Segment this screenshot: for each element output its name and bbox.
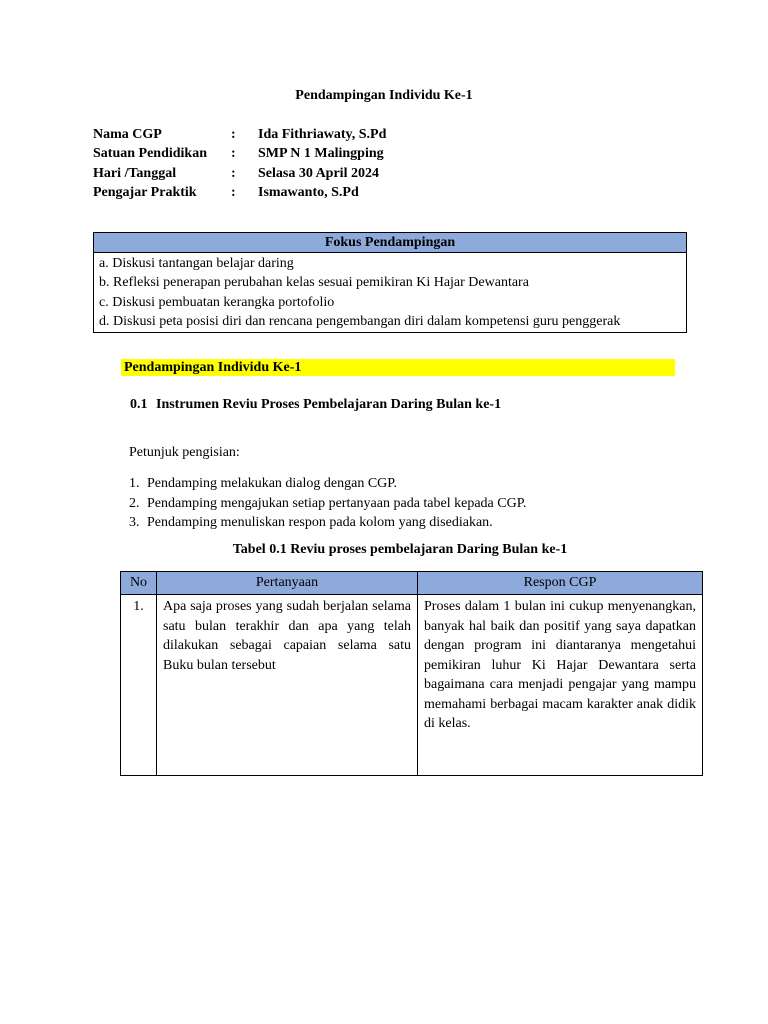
cell-no: 1. bbox=[121, 595, 157, 776]
list-number: 2. bbox=[129, 495, 140, 511]
info-sep: : bbox=[231, 146, 236, 162]
info-sep: : bbox=[231, 185, 236, 201]
info-value: Ida Fithriawaty, S.Pd bbox=[258, 126, 387, 142]
info-label: Nama CGP bbox=[93, 126, 162, 142]
fokus-item: b. Refleksi penerapan perubahan kelas sesuai pemikiran Ki Hajar Dewantara bbox=[99, 275, 529, 291]
info-sep: : bbox=[231, 126, 236, 142]
info-row-satuan bbox=[93, 145, 386, 165]
table-caption: Tabel 0.1 Reviu proses pembelajaran Daring Bulan ke-1 bbox=[232, 542, 568, 557]
column-header-respon: Respon CGP bbox=[418, 572, 703, 595]
review-table bbox=[120, 571, 703, 776]
info-row-tanggal bbox=[93, 164, 386, 184]
list-text: Pendamping menuliskan respon pada kolom yang disediakan. bbox=[147, 515, 493, 530]
section-title: Instrumen Reviu Proses Pembelajaran Daring Bulan ke-1 bbox=[156, 397, 502, 412]
column-header-no: No bbox=[121, 572, 157, 595]
info-sep: : bbox=[231, 165, 236, 181]
fokus-item: d. Diskusi peta posisi diri dan rencana pengembangan diri dalam kompetensi guru penggerak bbox=[99, 313, 621, 329]
info-value: Selasa 30 April 2024 bbox=[258, 165, 379, 181]
list-text: Pendamping mengajukan setiap pertanyaan pada tabel kepada CGP. bbox=[147, 495, 527, 511]
section-number: 0.1 bbox=[130, 397, 148, 412]
info-value: Ismawanto, S.Pd bbox=[258, 185, 359, 201]
fokus-header: Fokus Pendampingan bbox=[94, 233, 687, 253]
fokus-item: a. Diskusi tantangan belajar daring bbox=[99, 256, 294, 271]
info-row-nama bbox=[93, 125, 386, 145]
cell-pertanyaan: Apa saja proses yang sudah berjalan selama satu bulan terakhir dan apa yang telah dilakukan sebagai capaian selama satu Buku bulan tersebut bbox=[157, 595, 418, 776]
list-number: 1. bbox=[129, 476, 140, 491]
info-row-pengajar bbox=[93, 184, 386, 204]
info-table bbox=[93, 125, 386, 203]
info-label: Hari /Tanggal bbox=[93, 165, 177, 181]
section-heading bbox=[130, 397, 501, 413]
list-item bbox=[129, 513, 526, 533]
list-text: Pendamping melakukan dialog dengan CGP. bbox=[147, 476, 398, 491]
list-number: 3. bbox=[129, 515, 140, 530]
instructions-list bbox=[129, 474, 526, 533]
column-header-pertanyaan: Pertanyaan bbox=[157, 572, 418, 595]
list-item bbox=[129, 474, 526, 494]
fokus-items bbox=[94, 253, 687, 333]
table-row bbox=[121, 595, 703, 776]
fokus-item: c. Diskusi pembuatan kerangka portofolio bbox=[99, 294, 335, 310]
document-title: Pendampingan Individu Ke-1 bbox=[295, 88, 473, 103]
info-label: Satuan Pendidikan bbox=[93, 146, 207, 162]
list-item bbox=[129, 494, 526, 514]
cell-respon: Proses dalam 1 bulan ini cukup menyenangkan, banyak hal baik dan positif yang saya dapatkan dengan program ini diantaranya mengetahui pemikiran luhur Ki Hajar Dewantara serta bagaimana cara menjadi pengajar yang mampu memahami berbagai macam karakter anak didik di kelas. bbox=[418, 595, 703, 776]
instructions-label: Petunjuk pengisian: bbox=[129, 445, 240, 460]
info-label: Pengajar Praktik bbox=[93, 185, 197, 201]
highlighted-heading: Pendampingan Individu Ke-1 bbox=[121, 359, 675, 376]
fokus-table bbox=[93, 232, 687, 333]
info-value: SMP N 1 Malingping bbox=[258, 146, 384, 162]
